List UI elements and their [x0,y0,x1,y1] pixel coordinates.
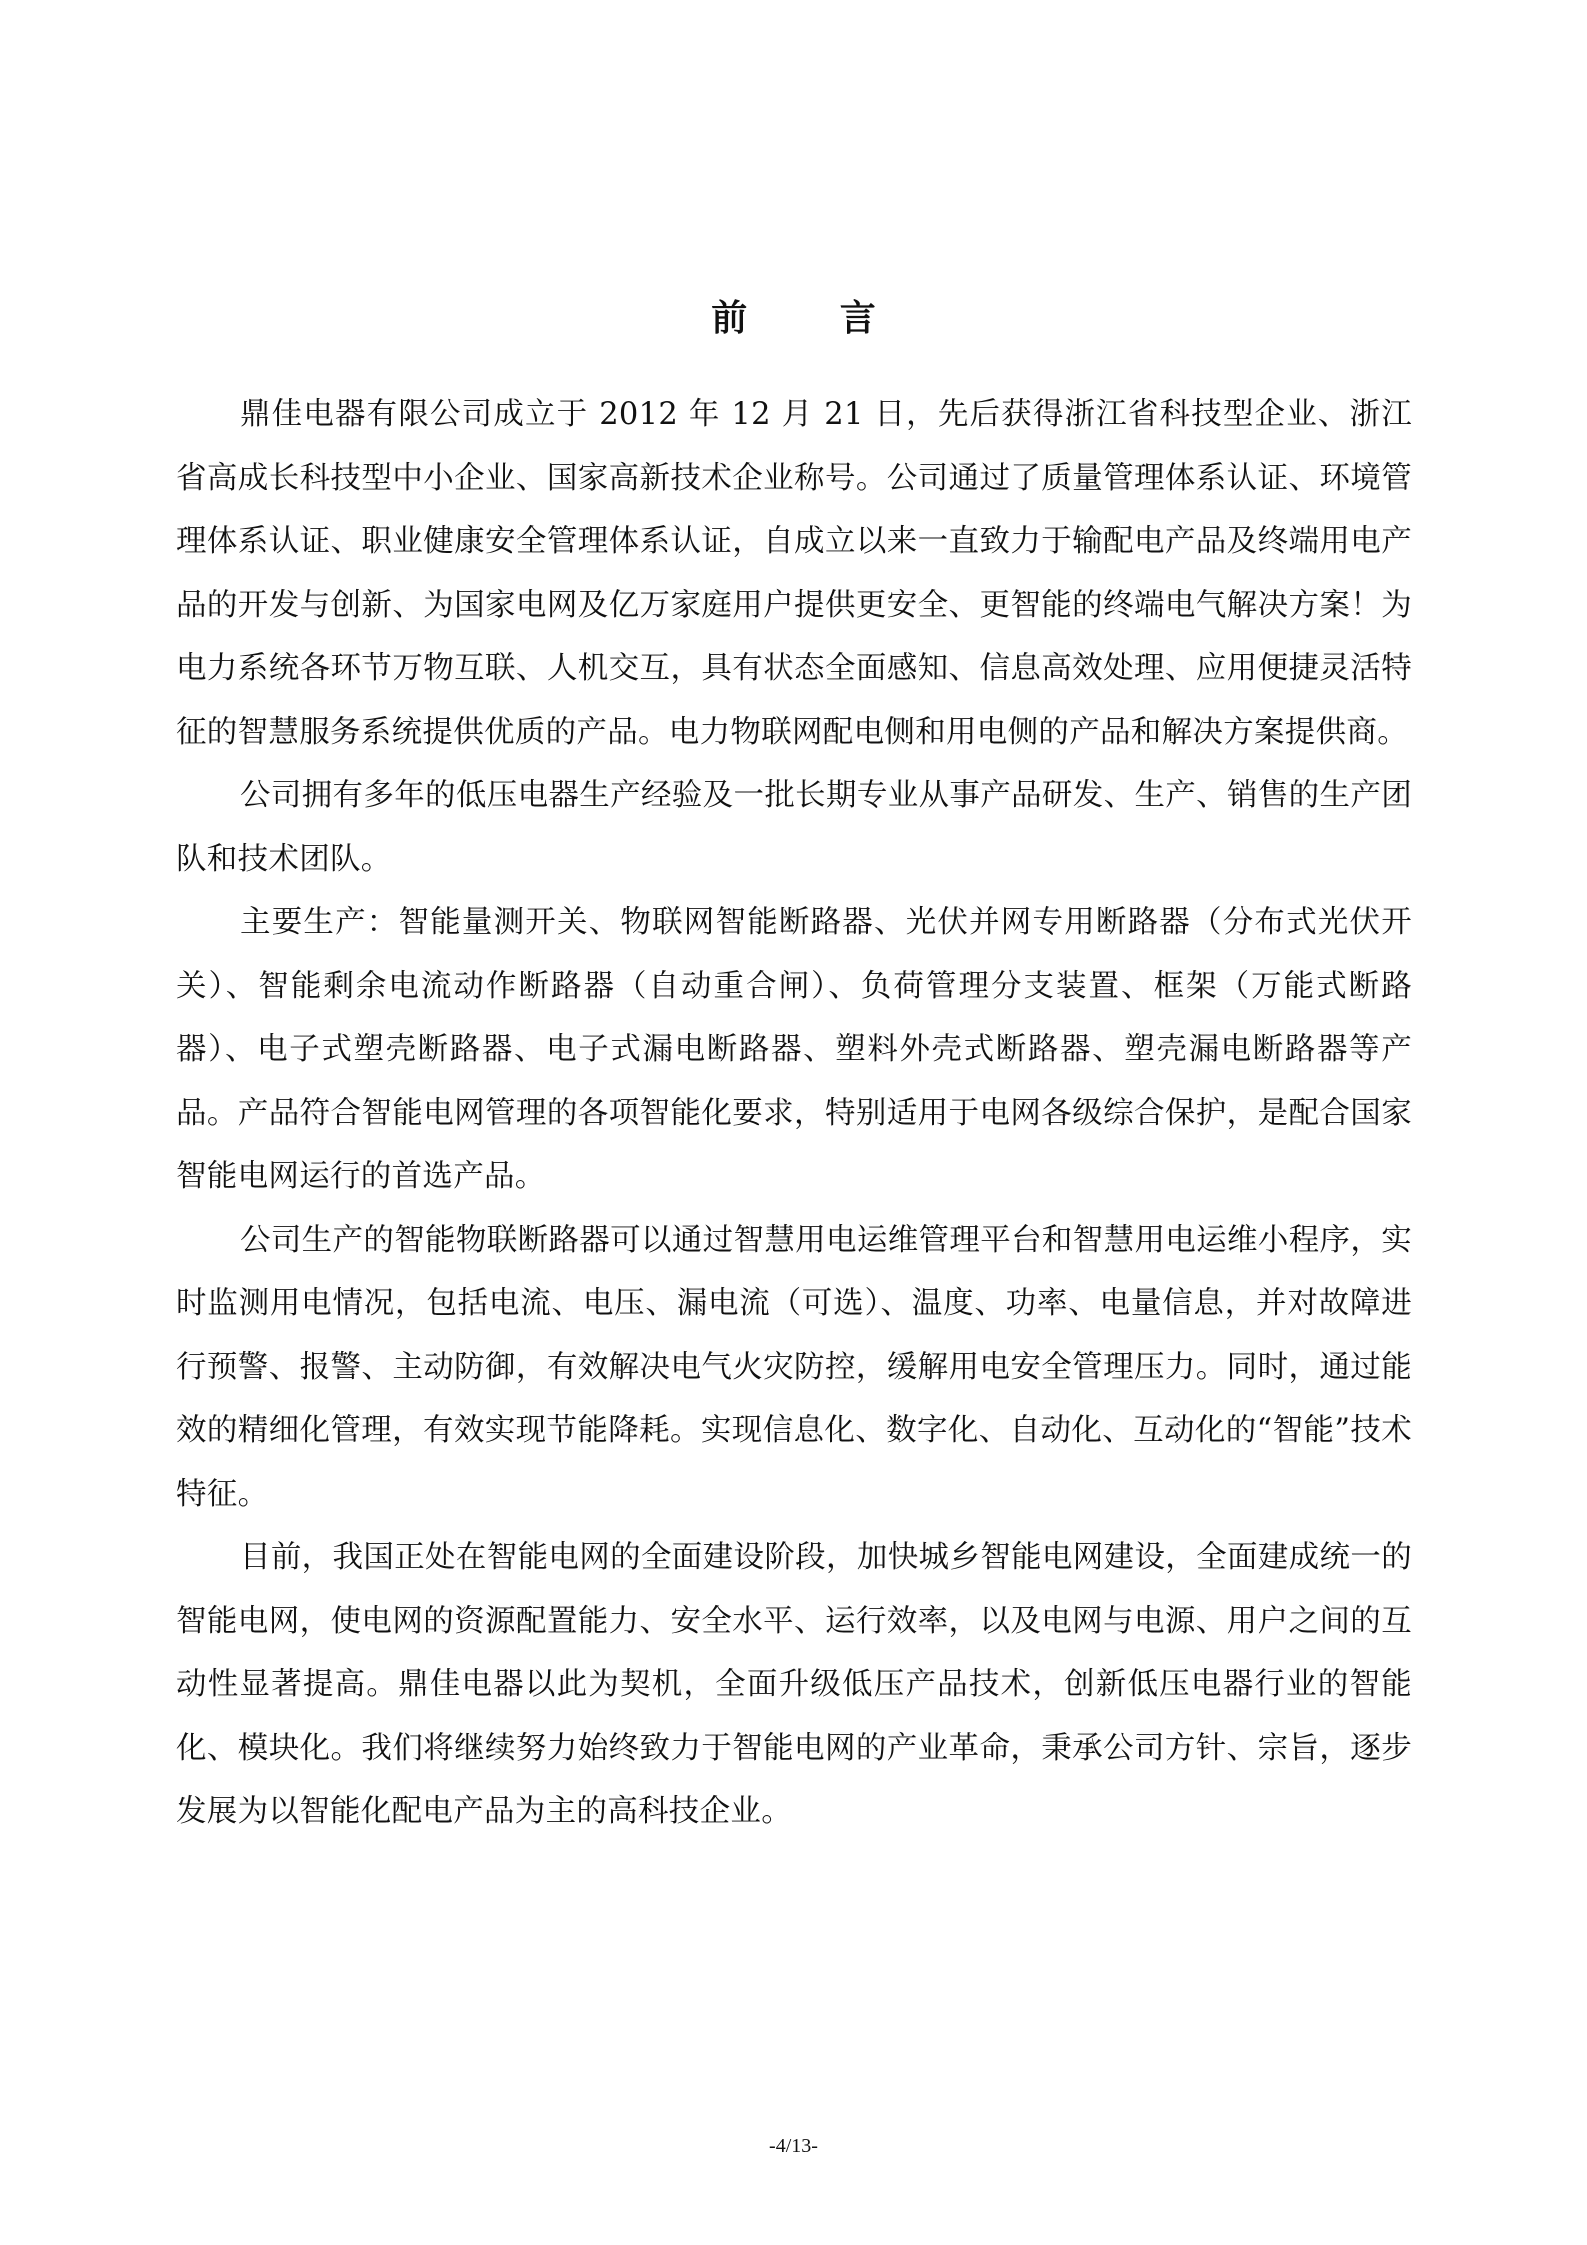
body-text [176,383,1412,1844]
paragraph-company-intro: 鼎佳电器有限公司成立于 2012 年 12 月 21 日，先后获得浙江省科技型企业、浙江省高成长科技型中小企业、国家高新技术企业称号。公司通过了质量管理体系认证、环境管理体系认证、职业健康安全管理体系认证，自成立以来一直致力于输配电产品及终端用电产品的开发与创新、为国家电网及亿万家庭用户提供更安全、更智能的终端电气解决方案！为电力系统各环节万物互联、人机交互，具有状态全面感知、信息高效处理、应用便捷灵活特征的智慧服务系统提供优质的产品。电力物联网配电侧和用电侧的产品和解决方案提供商。 [176,397,1412,750]
paragraph-experience: 公司拥有多年的低压电器生产经验及一批长期专业从事产品研发、生产、销售的生产团队和技术团队。 [176,778,1412,877]
paragraph-smart-breakers: 公司生产的智能物联断路器可以通过智慧用电运维管理平台和智慧用电运维小程序，实时监测用电情况，包括电流、电压、漏电流（可选）、温度、功率、电量信息，并对故障进行预警、报警、主动防御，有效解决电气火灾防控，缓解用电安全管理压力。同时，通过能效的精细化管理，有效实现节能降耗。实现信息化、数字化、自动化、互动化的“智能”技术特征。 [176,1222,1412,1512]
paragraph-products: 主要生产：智能量测开关、物联网智能断路器、光伏并网专用断路器（分布式光伏开关）、智能剩余电流动作断路器（自动重合闸）、负荷管理分支装置、框架（万能式断路器）、电子式塑壳断路器、电子式漏电断路器、塑料外壳式断路器、塑壳漏电断路器等产品。产品符合智能电网管理的各项智能化要求，特别适用于电网各级综合保护，是配合国家智能电网运行的首选产品。 [176,905,1412,1194]
page-number: -4/13- [769,2135,818,2157]
page-title: 前 言 [711,297,916,339]
paragraph-outlook: 目前，我国正处在智能电网的全面建设阶段，加快城乡智能电网建设，全面建成统一的智能电网，使电网的资源配置能力、安全水平、运行效率，以及电网与电源、用户之间的互动性显著提高。鼎佳电器以此为契机，全面升级低压产品技术，创新低压电器行业的智能化、模块化。我们将继续努力始终致力于智能电网的产业革命，秉承公司方针、宗旨，逐步发展为以智能化配电产品为主的高科技企业。 [176,1540,1412,1829]
